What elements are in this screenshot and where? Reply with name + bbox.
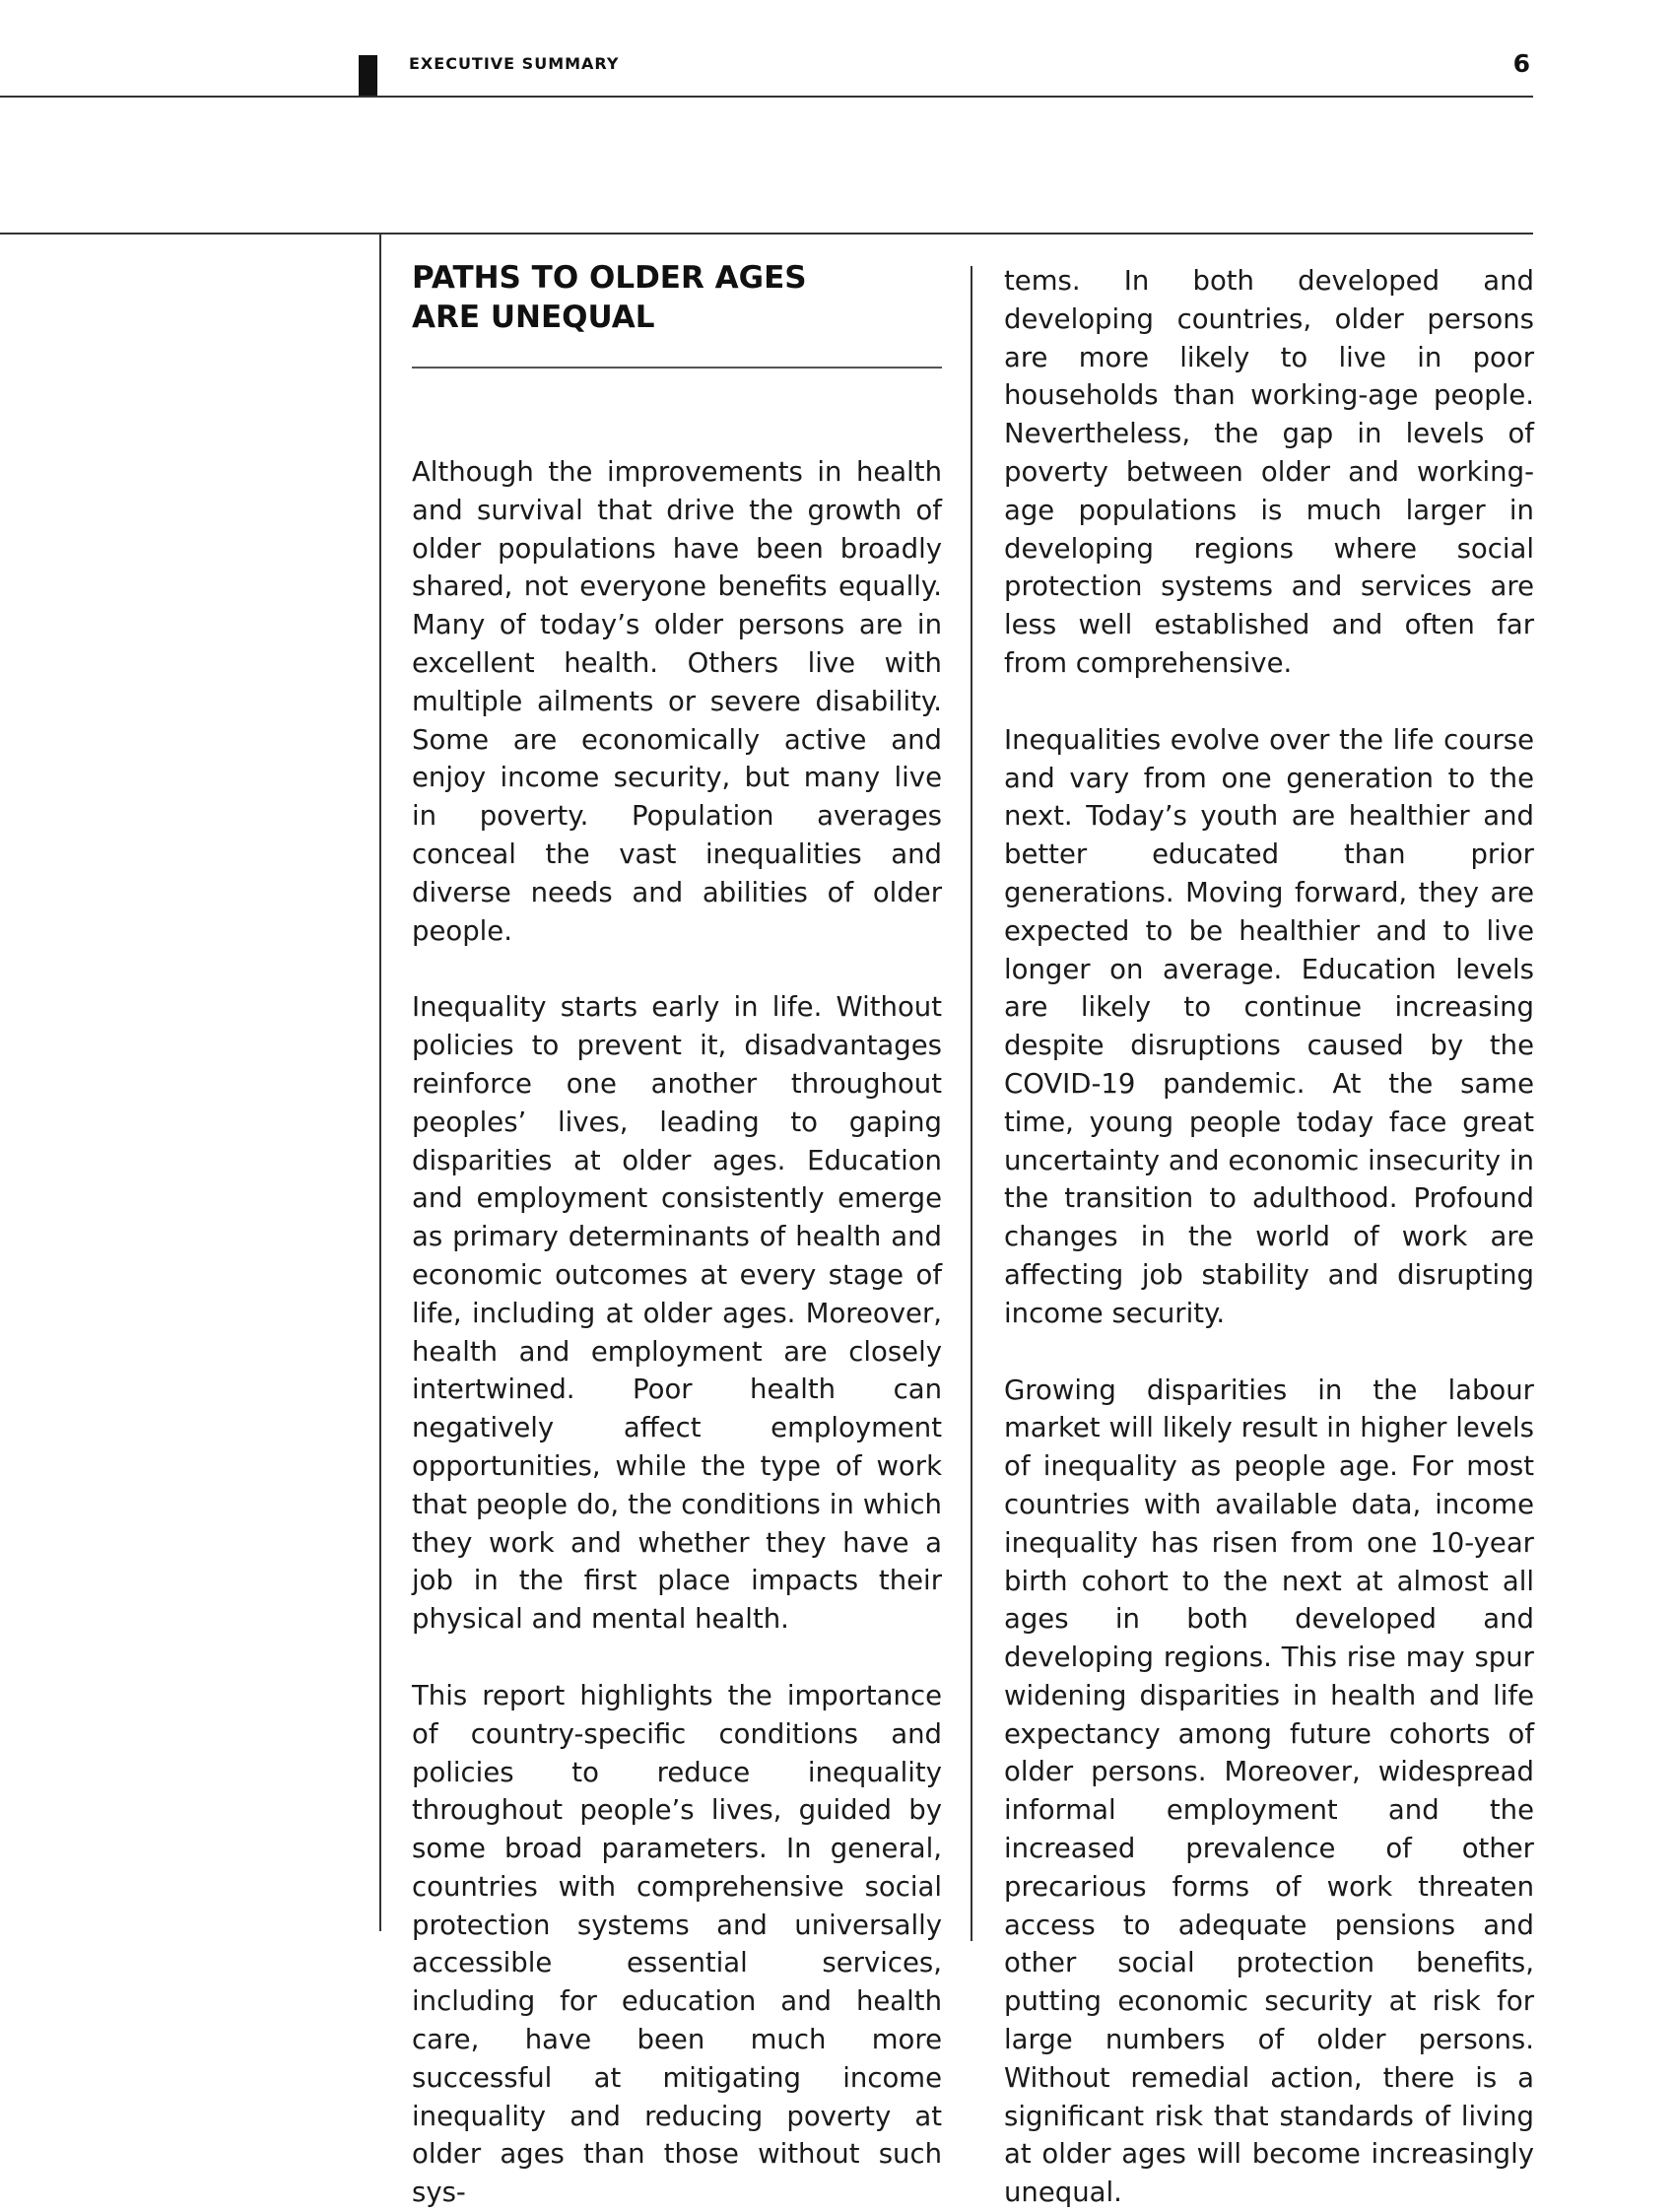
heading-underline	[412, 367, 942, 369]
content-top-divider	[0, 233, 1533, 235]
right-column	[1004, 262, 1534, 2212]
column-divider	[971, 266, 972, 1941]
section-heading	[412, 258, 944, 337]
header-marker	[359, 55, 377, 96]
paragraph: Inequality starts early in life. Without policies to prevent it, disadvantages reinforce one another throughout peoples’ lives, leading to gaping disparities at older ages. Education and employment consistently emerge as primary determinants of health and economic outcomes at every stage of life, including at older ages. Moreover, health and employment are closely intertwined. Poor health can negatively affect employment opportunities, while the type of work that people do, the conditions in which they work and whether they have a job in the first place impacts their physical and mental health.	[412, 991, 942, 1636]
page-number: 6	[1512, 49, 1530, 78]
left-vertical-rule	[379, 234, 381, 1931]
header-section-title: EXECUTIVE SUMMARY	[409, 54, 620, 73]
paragraph: Inequalities evolve over the life course and vary from one generation to the next. Today’s youth are healthier and better educated than prior generations. Moving forward, they are expected to be healthier and to live longer on average. Education levels are likely to continue increasing despite disruptions caused by the COVID-19 pandemic. At the same time, young people today face great uncertainty and economic insecurity in the transition to adulthood. Profound changes in the world of work are affecting job stability and disrupting income security.	[1004, 723, 1534, 1329]
section-heading-line-1: PATHS TO OLDER AGES	[412, 260, 807, 296]
section-heading-line-2: ARE UNEQUAL	[412, 300, 655, 335]
left-column	[412, 453, 942, 2212]
paragraph: This report highlights the importance of country-specific conditions and policies to reduce inequality throughout people’s lives, guided by some broad parameters. In general, countries with comprehensive social protection systems and universally accessible essential services, including for education and health care, have been much more successful at mitigating income inequality and reducing poverty at older ages than those without such sys-	[412, 1679, 942, 2209]
header-divider	[0, 96, 1533, 98]
paragraph: Growing disparities in the labour market will likely result in higher levels of inequality as people age. For most countries with available data, income inequality has risen from one 10-year birth cohort to the next at almost all ages in both developed and developing regions. This rise may spur widening disparities in health and life expectancy among future cohorts of older persons. Moreover, widespread informal employment and the increased prevalence of other precarious forms of work threaten access to adequate pensions and other social protection benefits, putting economic security at risk for large numbers of older persons. Without remedial action, there is a significant risk that standards of living at older ages will become increasingly unequal.	[1004, 1374, 1534, 2209]
paragraph: tems. In both developed and developing countries, older persons are more likely to live in poor households than working-age people. Nevertheless, the gap in levels of poverty between older and working-age populations is much larger in developing regions where social protection systems and services are less well established and often far from comprehensive.	[1004, 265, 1534, 679]
paragraph: Although the improvements in health and survival that drive the growth of older populations have been broadly shared, not everyone benefits equally. Many of today’s older persons are in excellent health. Others live with multiple ailments or severe disability. Some are economically active and enjoy income security, but many live in poverty. Population averages conceal the vast inequalities and diverse needs and abilities of older people.	[412, 456, 942, 947]
